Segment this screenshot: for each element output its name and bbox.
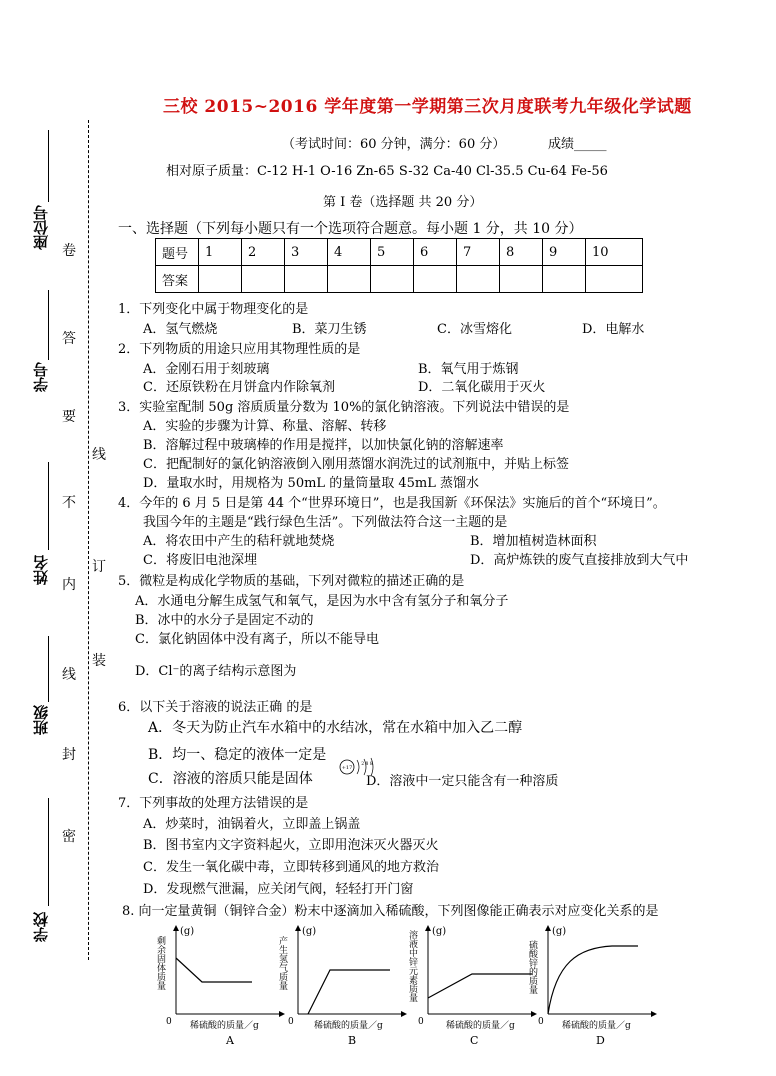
blank-line xyxy=(48,130,49,202)
seal-char: 卷 xyxy=(62,243,76,259)
option: B．增加植树造林面积 xyxy=(470,534,597,549)
question-stem: 2．下列物质的用途只应用其物理性质的是 xyxy=(118,342,361,357)
seal-char: 封 xyxy=(62,747,76,763)
table-cell: 4 xyxy=(328,239,371,266)
table-cell: 7 xyxy=(457,239,500,266)
unit-label: (g) xyxy=(432,926,447,937)
graph-b xyxy=(277,926,406,1047)
nucleus-charge: +17 xyxy=(341,765,353,771)
origin-label: 0 xyxy=(418,1017,424,1027)
shell-electrons: 2 8 8 xyxy=(361,762,373,767)
option: B．氧气用于炼钢 xyxy=(418,362,519,377)
table-cell: 5 xyxy=(371,239,414,266)
blank-line xyxy=(48,290,49,360)
section-heading: 一、选择题（下列每小题只有一个选项符合题意。每小题 1 分，共 10 分） xyxy=(118,221,583,237)
curve xyxy=(428,974,532,998)
table-cell: 2 xyxy=(242,239,285,266)
option: B．溶解过程中玻璃棒的作用是搅拌，以加快氯化钠的溶解速率 xyxy=(143,438,504,453)
y-axis-label: 硫酸锌的质量 xyxy=(527,940,537,994)
seat-number-label: 座位号 xyxy=(32,205,50,250)
option: C．冰雪熔化 xyxy=(437,322,512,337)
table-cell: 8 xyxy=(500,239,543,266)
option: C．溶液的溶质只能是固体 xyxy=(148,771,313,787)
option: D．高炉炼铁的废气直接排放到大气中 xyxy=(470,553,689,568)
seal-char: 要 xyxy=(62,409,76,425)
exam-info: （考试时间：60 分钟，满分：60 分） xyxy=(282,137,506,152)
x-axis-label: 稀硫酸的质量／g xyxy=(190,1021,259,1031)
option: A．氢气燃烧 xyxy=(143,322,218,337)
y-axis-label: 产生氢气质量 xyxy=(277,936,287,990)
seal-char: 答 xyxy=(62,331,76,347)
question-stem-cont: 我国今年的主题是“践行绿色生活”。下列做法符合这一主题的是 xyxy=(143,515,508,530)
unit-label: (g) xyxy=(302,926,317,937)
binding-mark: 线 xyxy=(92,447,106,463)
option: A．实验的步骤为计算、称量、溶解、转移 xyxy=(143,419,387,434)
graph-letter: B xyxy=(348,1034,357,1047)
y-axis-label: 溶液中锌元素质量 xyxy=(407,930,417,1002)
class-label: 班级 xyxy=(32,705,50,735)
option: D．发现燃气泄漏，应关闭气阀，轻轻打开门窗 xyxy=(143,882,414,897)
y-axis-label: 剩余固体质量 xyxy=(155,936,165,990)
question-stem: 3．实验室配制 50g 溶质质量分数为 10%的氯化钠溶液。下列说法中错误的是 xyxy=(118,400,570,415)
question-stem: 8. 向一定量黄铜（铜锌合金）粉末中逐滴加入稀硫酸，下列图像能正确表示对应变化关系的是 xyxy=(122,904,659,919)
unit-label: (g) xyxy=(552,926,567,937)
option: B．图书室内文字资料起火，立即用泡沫灭火器灭火 xyxy=(143,838,439,853)
table-cell: 题号 xyxy=(156,239,199,266)
question-stem: 7．下列事故的处理方法错误的是 xyxy=(118,796,309,811)
option: A．水通电分解生成氢气和氧气，是因为水中含有氢分子和氧分子 xyxy=(135,594,509,609)
option: D．电解水 xyxy=(582,322,645,337)
table-cell: 10 xyxy=(586,239,643,266)
blank-line xyxy=(48,798,49,906)
curve xyxy=(548,946,638,1014)
seal-char: 不 xyxy=(62,495,76,511)
option: A．冬天为防止汽车水箱中的水结冰，常在水箱中加入乙二醇 xyxy=(148,720,523,736)
part-title: 第 I 卷（选择题 共 20 分） xyxy=(323,195,483,210)
table-cell: 6 xyxy=(414,239,457,266)
binding-mark: 装 xyxy=(92,653,106,669)
table-cell: 答案 xyxy=(156,266,199,293)
blank-line xyxy=(48,462,49,550)
question-stem: 5．微粒是构成化学物质的基础，下列对微粒的描述正确的是 xyxy=(118,574,465,589)
question-stem: 4．今年的 6 月 5 日是第 44 个“世界环境日”，也是我国新《环保法》实施后的首个“环境日”。 xyxy=(118,496,666,511)
option: B．冰中的水分子是固定不动的 xyxy=(135,613,314,628)
seal-char: 线 xyxy=(62,667,76,683)
page-title: 三校 2015~2016 学年度第一学期第三次月度联考九年级化学试题 xyxy=(163,97,692,117)
graph-d xyxy=(527,926,656,1047)
unit-label: (g) xyxy=(180,926,195,937)
binding-dotted-line xyxy=(88,120,89,960)
option: C．发生一氧化碳中毒，立即转移到通风的地方救治 xyxy=(143,860,439,875)
origin-label: 0 xyxy=(166,1017,172,1027)
atomic-mass: 相对原子质量：C-12 H-1 O-16 Zn-65 S-32 Ca-40 Cl-35.5 Cu-64 Fe-56 xyxy=(166,164,608,179)
table-cell: 9 xyxy=(543,239,586,266)
binding-mark: 订 xyxy=(92,559,106,575)
option: C．将废旧电池深埋 xyxy=(143,553,257,568)
seal-char: 密 xyxy=(62,829,76,845)
table-row xyxy=(156,266,643,293)
curve xyxy=(308,970,390,1014)
graph-c xyxy=(407,926,536,1047)
question-stem: 1．下列变化中属于物理变化的是 xyxy=(118,302,309,317)
table-cell: 1 xyxy=(199,239,242,266)
graph-letter: D xyxy=(596,1034,605,1047)
option: D．溶液中一定只能含有一种溶质 xyxy=(366,774,559,789)
answer-table xyxy=(155,238,643,293)
option: A．炒菜时，油锅着火，立即盖上锅盖 xyxy=(143,817,361,832)
graph-letter: C xyxy=(470,1034,479,1047)
blank-line xyxy=(48,636,49,702)
option: D．量取水时，用规格为 50mL 的量筒量取 45mL 蒸馏水 xyxy=(143,476,479,491)
score-field: 成绩_____ xyxy=(548,137,607,152)
option: B．均一、稳定的液体一定是 xyxy=(148,747,327,763)
graph-letter: A xyxy=(226,1034,234,1047)
school-label: 学校 xyxy=(32,912,50,942)
x-axis-label: 稀硫酸的质量／g xyxy=(446,1021,515,1031)
name-label: 姓名 xyxy=(32,555,50,585)
option: C．氯化钠固体中没有离子，所以不能导电 xyxy=(135,632,379,647)
option: B．菜刀生锈 xyxy=(292,322,367,337)
option: A．金刚石用于刻玻璃 xyxy=(143,362,270,377)
origin-label: 0 xyxy=(288,1017,294,1027)
seal-char: 内 xyxy=(62,577,76,593)
option: A．将农田中产生的秸秆就地焚烧 xyxy=(143,534,335,549)
x-axis-label: 稀硫酸的质量／g xyxy=(314,1021,383,1031)
curve xyxy=(176,958,252,982)
option: D．二氧化碳用于灭火 xyxy=(418,380,546,395)
graph-a xyxy=(155,926,284,1047)
option: C．把配制好的氯化钠溶液倒入刚用蒸馏水润洗过的试剂瓶中，并贴上标签 xyxy=(143,457,569,472)
table-cell: 3 xyxy=(285,239,328,266)
student-id-label: 学号 xyxy=(32,362,50,392)
graph-options xyxy=(155,918,680,1048)
x-axis-label: 稀硫酸的质量／g xyxy=(562,1021,631,1031)
question-stem: 6．以下关于溶液的说法正确 的是 xyxy=(118,700,313,715)
option: D．Cl⁻的离子结构示意图为 xyxy=(135,664,297,679)
option: C．还原铁粉在月饼盒内作除氧剂 xyxy=(143,380,335,395)
table-row xyxy=(156,239,643,266)
origin-label: 0 xyxy=(538,1017,544,1027)
